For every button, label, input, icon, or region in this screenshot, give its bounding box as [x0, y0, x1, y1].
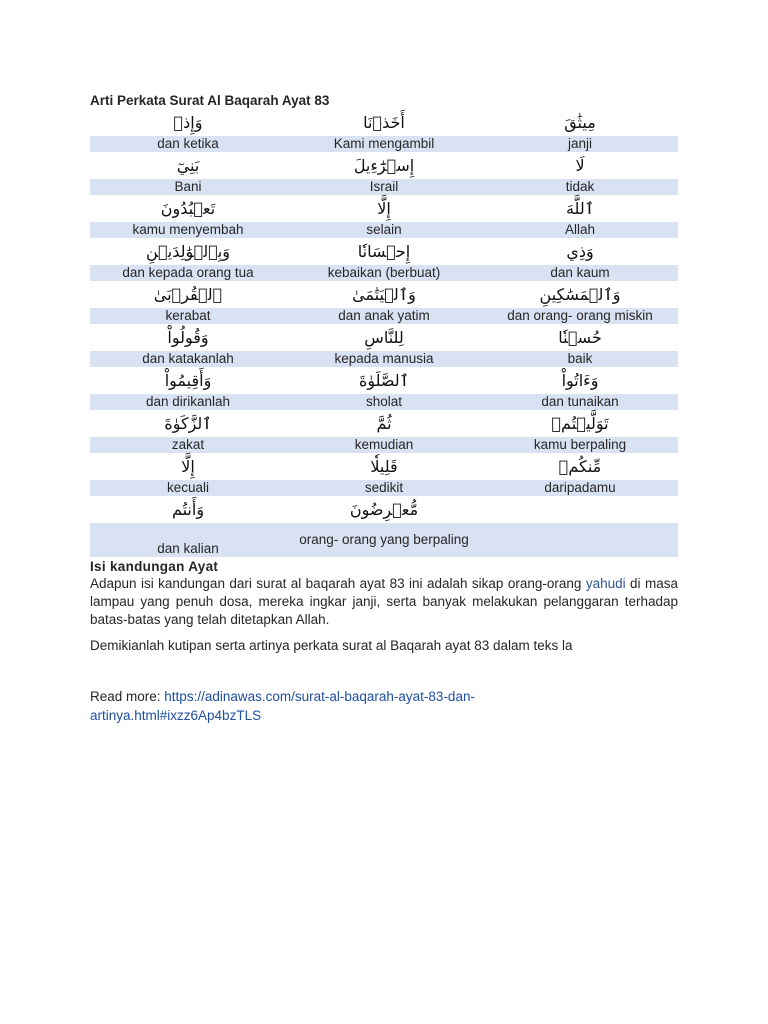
arabic-word: قَلِيلٗا	[286, 453, 482, 480]
document-page	[90, 93, 678, 655]
arabic-row	[90, 195, 678, 222]
vocabulary-table	[90, 109, 678, 557]
meaning-text: Kami mengambil	[286, 136, 482, 153]
paragraph-text-start: Adapun isi kandungan dari surat al baqarah ayat 83 ini adalah sikap orang-orang	[90, 576, 586, 591]
meaning-text: kamu menyembah	[90, 222, 286, 239]
arabic-row	[90, 367, 678, 394]
meaning-text: dan orang- orang miskin	[482, 308, 678, 325]
arabic-word: ٱلزَّكَوٰةَ	[90, 410, 286, 437]
arabic-word: تَعۡبُدُونَ	[90, 195, 286, 222]
arabic-row	[90, 324, 678, 351]
meaning-text: sholat	[286, 394, 482, 411]
arabic-word: لِلنَّاسِ	[286, 324, 482, 351]
meaning-text: kemudian	[286, 437, 482, 454]
meaning-text: sedikit	[286, 480, 482, 497]
arabic-word: تَوَلَّيۡتُمۡ	[482, 410, 678, 437]
meaning-text: dan ketika	[90, 136, 286, 153]
meaning-text: janji	[482, 136, 678, 153]
meaning-row	[90, 523, 678, 558]
read-more-label: Read more:	[90, 689, 165, 704]
meaning-text: Bani	[90, 179, 286, 196]
document-title: Arti Perkata Surat Al Baqarah Ayat 83	[90, 93, 330, 108]
meaning-row	[90, 265, 678, 282]
meaning-row	[90, 351, 678, 368]
meaning-row	[90, 179, 678, 196]
arabic-word: حُسۡنٗا	[482, 324, 678, 351]
arabic-word: أَخَذۡنَا	[286, 109, 482, 136]
meaning-text	[482, 523, 678, 558]
meaning-text: dan kaum	[482, 265, 678, 282]
meaning-text: Israil	[286, 179, 482, 196]
meaning-row	[90, 222, 678, 239]
meaning-text: dan kalian	[90, 523, 286, 558]
arabic-row	[90, 281, 678, 308]
meaning-text: dan anak yatim	[286, 308, 482, 325]
arabic-word: إِحۡسَانٗا	[286, 238, 482, 265]
content-paragraph	[90, 575, 678, 629]
meaning-text: baik	[482, 351, 678, 368]
meaning-text: kecuali	[90, 480, 286, 497]
arabic-row	[90, 410, 678, 437]
read-more-link[interactable]: https://adinawas.com/surat-al-baqarah-ayat-83-dan-artinya.html#ixzz6Ap4bzTLS	[90, 689, 475, 723]
arabic-word: مُّعۡرِضُونَ	[286, 496, 482, 523]
arabic-word: مِيثَٰقَ	[482, 109, 678, 136]
meaning-row	[90, 394, 678, 411]
content-heading: Isi kandungan Ayat	[90, 559, 219, 574]
paragraph-text-end: di masa lampau yang penuh dosa, mereka ingkar janji, serta banyak melakukan pelanggaran terhadap batas-batas yang telah ditetapkan Allah.	[90, 576, 678, 627]
arabic-word: وَأَنتُم	[90, 496, 286, 523]
arabic-word: وَذِي	[482, 238, 678, 265]
meaning-text: dan katakanlah	[90, 351, 286, 368]
arabic-word: وَقُولُواْ	[90, 324, 286, 351]
meaning-text: zakat	[90, 437, 286, 454]
arabic-word: وَٱلۡيَتَٰمَىٰ	[286, 281, 482, 308]
meaning-text: tidak	[482, 179, 678, 196]
arabic-word: إِلَّا	[90, 453, 286, 480]
arabic-row	[90, 453, 678, 480]
meaning-row	[90, 480, 678, 497]
highlighted-word: yahudi	[585, 576, 626, 591]
meaning-text: dan dirikanlah	[90, 394, 286, 411]
arabic-word: ثُمَّ	[286, 410, 482, 437]
arabic-word: وَبِٱلۡوَٰلِدَيۡنِ	[90, 238, 286, 265]
meaning-text: orang- orang yang berpaling	[286, 523, 482, 558]
meaning-text: kerabat	[90, 308, 286, 325]
arabic-word: ٱلۡقُرۡبَىٰ	[90, 281, 286, 308]
arabic-word	[482, 496, 678, 523]
arabic-word: مِّنكُمۡ	[482, 453, 678, 480]
arabic-word: وَءَاتُواْ	[482, 367, 678, 394]
arabic-word: وَٱلۡمَسَٰكِينِ	[482, 281, 678, 308]
arabic-row	[90, 238, 678, 265]
meaning-text: daripadamu	[482, 480, 678, 497]
arabic-row	[90, 496, 678, 523]
meaning-row	[90, 437, 678, 454]
arabic-word: إِسۡرَٰٓءِيلَ	[286, 152, 482, 179]
arabic-word: وَإِذۡ	[90, 109, 286, 136]
meaning-row	[90, 136, 678, 153]
arabic-word: بَنِيٓ	[90, 152, 286, 179]
meaning-text: dan tunaikan	[482, 394, 678, 411]
arabic-word: ٱللَّهَ	[482, 195, 678, 222]
meaning-text: dan kepada orang tua	[90, 265, 286, 282]
arabic-word: وَأَقِيمُواْ	[90, 367, 286, 394]
read-more-line	[90, 687, 550, 725]
arabic-word: لَا	[482, 152, 678, 179]
arabic-word: ٱلصَّلَوٰةَ	[286, 367, 482, 394]
arabic-row	[90, 109, 678, 136]
arabic-row	[90, 152, 678, 179]
closing-paragraph: Demikianlah kutipan serta artinya perkata surat al Baqarah ayat 83 dalam teks la	[90, 638, 573, 653]
meaning-text: kamu berpaling	[482, 437, 678, 454]
meaning-text: kepada manusia	[286, 351, 482, 368]
meaning-text: kebaikan (berbuat)	[286, 265, 482, 282]
meaning-text: selain	[286, 222, 482, 239]
meaning-row	[90, 308, 678, 325]
arabic-word: إِلَّا	[286, 195, 482, 222]
meaning-text: Allah	[482, 222, 678, 239]
